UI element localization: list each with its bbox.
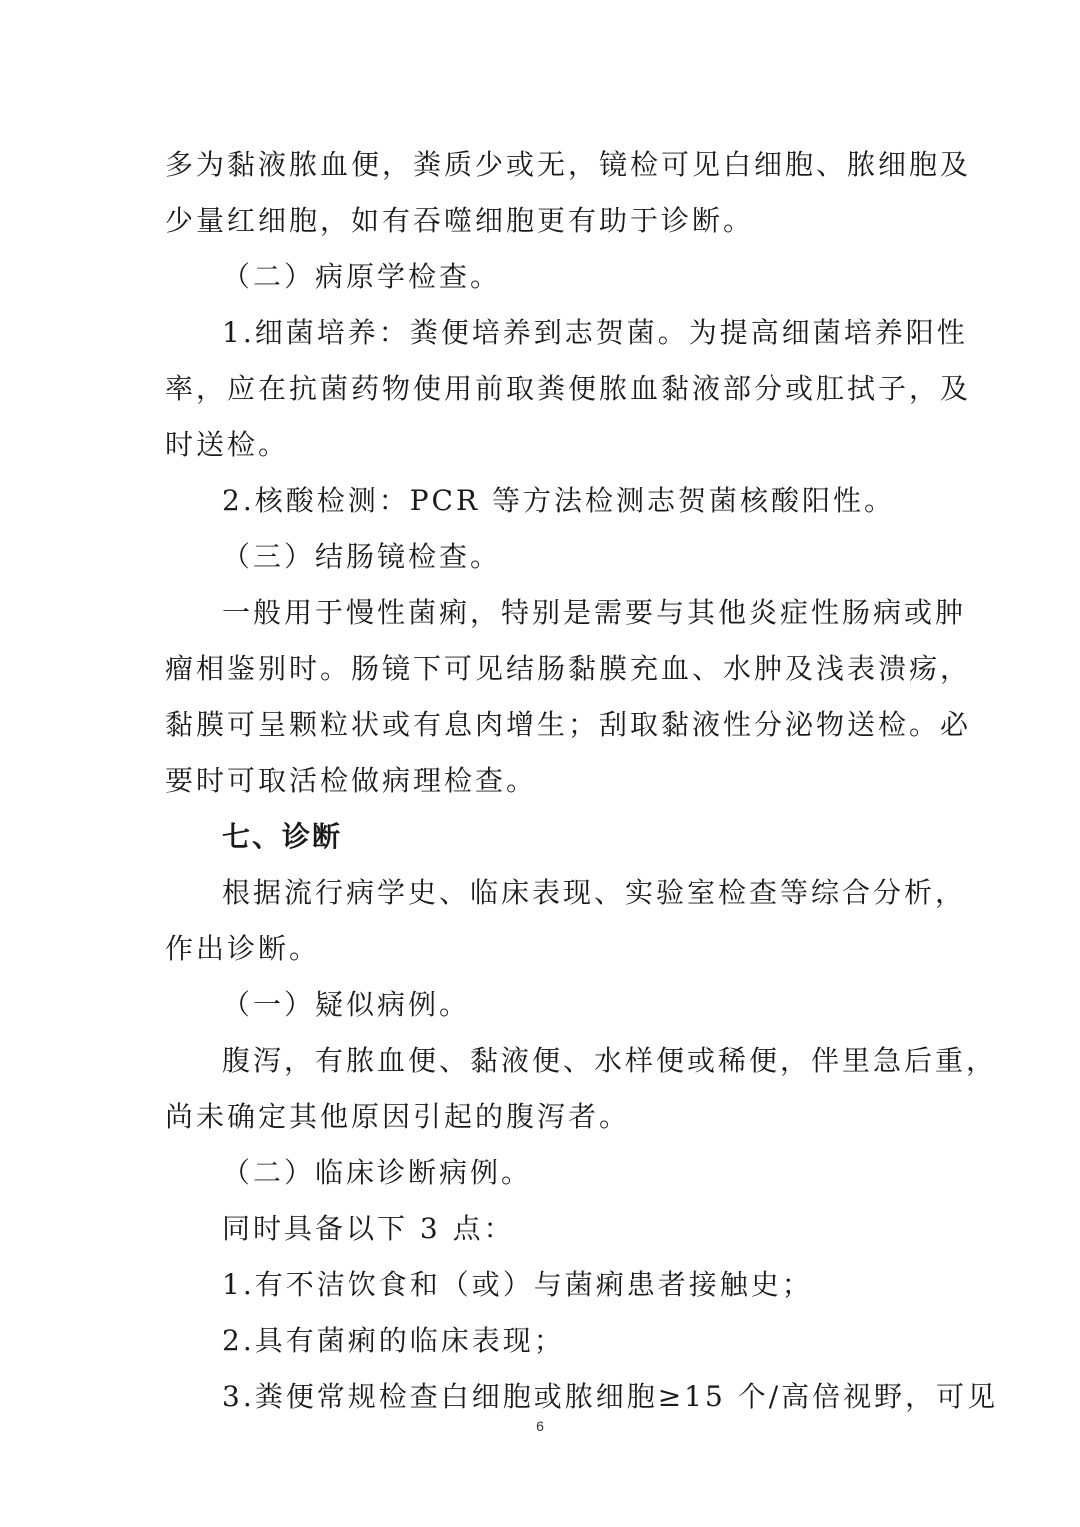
list-item: 1.细菌培养：粪便培养到志贺菌。为提高细菌培养阳性 xyxy=(222,316,968,349)
paragraph-line: 尚未确定其他原因引起的腹泻者。 xyxy=(165,1100,631,1133)
paragraph-line: 要时可取活检做病理检查。 xyxy=(165,764,538,797)
paragraph-line: 一般用于慢性菌痢，特别是需要与其他炎症性肠病或肿 xyxy=(222,596,967,629)
paragraph-line: 多为黏液脓血便，粪质少或无，镜检可见白细胞、脓细胞及 xyxy=(165,148,972,181)
paragraph-line: 黏膜可呈颗粒状或有息肉增生；刮取黏液性分泌物送检。必 xyxy=(165,708,972,741)
paragraph-line: 同时具备以下 3 点： xyxy=(222,1212,515,1245)
paragraph-line: 作出诊断。 xyxy=(165,932,321,965)
paragraph-line: 少量红细胞，如有吞噬细胞更有助于诊断。 xyxy=(165,204,755,237)
section-heading: （二）病原学检查。 xyxy=(222,260,502,293)
paragraph-line: 腹泻，有脓血便、黏液便、水样便或稀便，伴里急后重， xyxy=(222,1044,998,1077)
paragraph-line: 时送检。 xyxy=(165,428,290,461)
list-item: 3.粪便常规检查白细胞或脓细胞≥15 个/高倍视野，可见 xyxy=(222,1380,999,1413)
paragraph-line: 瘤相鉴别时。肠镜下可见结肠黏膜充血、水肿及浅表溃疡， xyxy=(165,652,972,685)
section-heading: （二）临床诊断病例。 xyxy=(222,1156,533,1189)
document-body xyxy=(165,137,999,1425)
paragraph-line: 率，应在抗菌药物使用前取粪便脓血黏液部分或肛拭子，及 xyxy=(165,372,972,405)
section-heading: （一）疑似病例。 xyxy=(222,988,471,1021)
page-number: 6 xyxy=(536,1418,544,1434)
list-item: 2.核酸检测：PCR 等方法检测志贺菌核酸阳性。 xyxy=(222,484,895,517)
section-heading: （三）结肠镜检查。 xyxy=(222,540,502,573)
paragraph-line: 根据流行病学史、临床表现、实验室检查等综合分析， xyxy=(222,876,967,909)
list-item: 1.有不洁饮食和（或）与菌痢患者接触史； xyxy=(222,1268,813,1301)
list-item: 2.具有菌痢的临床表现； xyxy=(222,1324,565,1357)
chapter-heading: 七、诊断 xyxy=(222,820,343,853)
